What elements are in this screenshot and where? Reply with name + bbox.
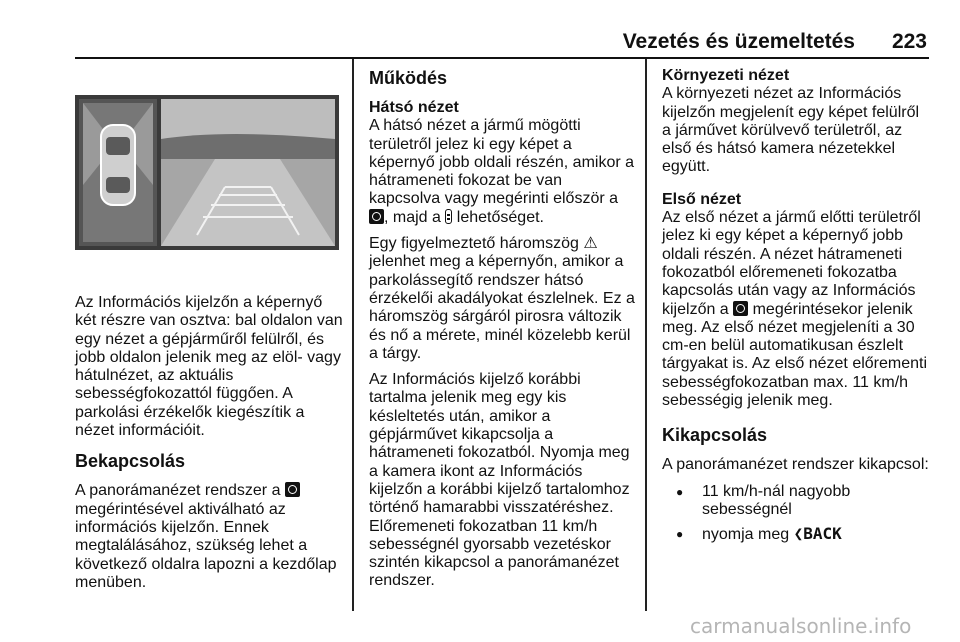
- page-header: [75, 30, 929, 56]
- left-column: [75, 294, 343, 600]
- section-title-bekapcsolas: Bekapcsolás: [75, 451, 186, 472]
- camera-icon: [369, 209, 384, 224]
- camera-icon: [733, 301, 748, 316]
- text: lehetőséget.: [452, 208, 544, 226]
- text: megérintésekor jelenik meg. Az első nézet megjeleníti a 30 cm-en belül automatikusan észlelt tárgyakat is. Az első nézet előrementi sebességfokozatban max. 11 km/h sebességig jelenik meg.: [662, 300, 928, 410]
- warning-triangle-icon: ⚠: [583, 235, 598, 253]
- camera-icon: [285, 482, 300, 497]
- list-item: [662, 525, 930, 544]
- paragraph: A környezeti nézet az Információs kijelzőn megjelenít egy képet felülről a járművet körülvevő területről, az első és hátsó kamera nézetekkel együtt.: [662, 85, 920, 176]
- text: Az első nézet a jármű előtti területről jelez ki egy képet a képernyő jobb oldali részén. A nézet hátrameneti fokozatból előremeneti fokozatba kapcsolás után vagy az Információs kijelzőn a: [662, 209, 921, 318]
- header-title: Vezetés és üzemeltetés: [622, 30, 855, 53]
- section-title-mukodes: Működés: [369, 68, 448, 88]
- column-divider: [352, 59, 354, 611]
- column-divider: [645, 59, 647, 611]
- camera-view-illustration: [75, 95, 339, 250]
- list-item: ● 11 km/h-nál nagyobb sebességnél: [662, 483, 930, 520]
- paragraph: [662, 209, 930, 410]
- text: Egy figyelmeztető háromszög: [369, 235, 584, 253]
- subheading-elso-nezet: Első nézet: [662, 190, 742, 208]
- watermark: carmanualsonline.info: [690, 614, 912, 638]
- text: jelenhet meg a képernyőn, amikor a parkolássegítő rendszer hátsó érzékelői akadályokat észlelnek. Ez a háromszög sárgáról pirosra változik és nő a mérete, minél közelebb kerül a tárgy.: [369, 253, 635, 362]
- subheading-hatso-nezet: Hátsó nézet: [369, 99, 459, 116]
- page-number: 223: [891, 30, 927, 53]
- camera-view-figure: [75, 95, 339, 250]
- text: nyomja meg: [702, 526, 794, 544]
- middle-column: [369, 67, 637, 599]
- text: megérintésével aktiválható az információs kijelzőn. Ennek megtalálásához, szükség lehet a következő oldalra lapozni a kezdőlap menüben.: [75, 500, 337, 591]
- parking-sensor-icon: [445, 209, 452, 224]
- paragraph: [369, 117, 637, 227]
- text: A hátsó nézet a jármű mögötti területről jelez ki egy képet a képernyő jobb oldali részén, amikor a hátrameneti fokozat be van kapcsolva vagy megérinti először a: [369, 117, 635, 208]
- text: , majd a: [384, 208, 446, 226]
- section-title-kikapcsolas: Kikapcsolás: [662, 425, 768, 446]
- bullet-list: [662, 483, 930, 545]
- subheading-kornyezeti-nezet: Környezeti nézet: [662, 67, 790, 84]
- paragraph: [75, 482, 343, 592]
- right-column: [662, 67, 930, 551]
- text: A panorámanézet rendszer a: [75, 482, 285, 500]
- back-button-symbol: ❮BACK: [793, 524, 842, 544]
- paragraph: A panorámanézet rendszer kikapcsol:: [662, 456, 929, 474]
- figure-caption: Az Információs kijelzőn a képernyő két részre van osztva: bal oldalon van egy nézet a gépjárműről felülről, és jobb oldalon jelenik meg az elöl- vagy hátulnézet, az aktuális sebességfokozattól függően. A parkolási érzékelők kiegészítik a nézet információit.: [75, 294, 343, 440]
- paragraph: [369, 235, 637, 363]
- paragraph: Az Információs kijelző korábbi tartalma jelenik meg egy kis késleltetés után, amikor a gépjárművet kikapcsolja a hátrameneti fokozatból. Nyomja meg a kamera ikont az Információs kijelzőn a korábbi kijelző tartalomhoz történő hamarabbi visszatéréshez. Előremeneti fokozatban 11 km/h sebességnél gyorsabb vezetéskor szintén kikapcsol a panorámanézet rendszer.: [369, 371, 630, 590]
- header-rule: [75, 57, 929, 59]
